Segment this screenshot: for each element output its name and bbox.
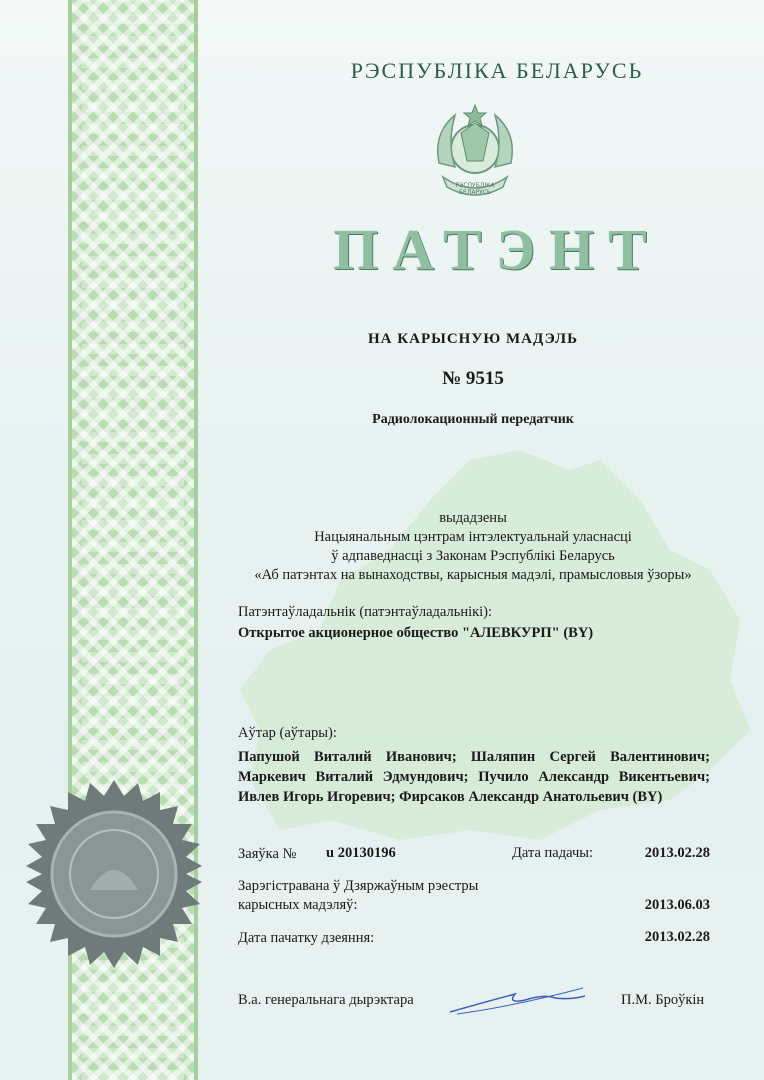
registration-label: Зарэгістравана ў Дзяржаўным рэестры [238, 878, 479, 894]
validity-label: Дата пачатку дзеяння: [238, 930, 375, 946]
authors-label: Аўтар (аўтары): [238, 725, 337, 741]
author-line: Ивлев Игорь Игоревич; Фирсаков Александр Анатольевич (BY) [238, 789, 663, 805]
issued-line: выдадзены [439, 510, 507, 526]
authors-list [238, 747, 710, 807]
application-number: u 20130196 [326, 845, 396, 861]
signature-graphic [445, 980, 590, 1020]
invention-name: Радиолокационный передатчик [372, 412, 574, 427]
holographic-seal [20, 780, 208, 968]
registration-date: 2013.06.03 [644, 897, 710, 913]
author-line: Папушой Виталий Иванович; Шаляпин Сергей Валентинович; [238, 749, 710, 765]
document-title: ПАТЭНТ [333, 217, 661, 282]
patent-type: НА КАРЫСНУЮ МАДЭЛЬ [367, 331, 578, 347]
country-name: РЭСПУБЛІКА БЕЛАРУСЬ [350, 58, 644, 83]
author-line: Маркевич Виталий Эдмундович; Пучило Александр Викентьевич; [238, 769, 710, 785]
validity-row [238, 929, 710, 947]
issued-line: ў адпаведнасці з Законам Рэспублікі Беларусь [331, 548, 615, 564]
filing-date-label: Дата падачы: [512, 845, 594, 861]
registration-row [238, 877, 710, 915]
signatory-name: П.М. Броўкін [621, 992, 705, 1008]
application-label: Заяўка № [238, 846, 297, 862]
validity-date: 2013.02.28 [644, 929, 710, 945]
patent-number: № 9515 [442, 368, 504, 389]
application-row [238, 845, 710, 863]
issued-by-block [230, 509, 716, 585]
owner-label: Патэнтаўладальнік (патэнтаўладальнікі): [238, 604, 493, 620]
owner-value: Открытое акционерное общество "АЛЕВКУРП" (BY) [238, 625, 594, 641]
svg-text:РЭСПУБЛІКА: РЭСПУБЛІКА [455, 182, 495, 189]
state-emblem-icon [425, 103, 525, 203]
issued-line: «Аб патэнтах на вынаходствы, карысныя мадэлі, прамысловыя ўзоры» [254, 567, 692, 583]
registration-label: карысных мадэляў: [238, 897, 358, 913]
filing-date: 2013.02.28 [644, 845, 710, 861]
svg-text:БЕЛАРУСЬ: БЕЛАРУСЬ [458, 189, 492, 196]
issued-line: Нацыянальным цэнтрам інтэлектуальнай уласнасці [314, 529, 632, 545]
signatory-position: В.а. генеральнага дырэктара [238, 992, 414, 1008]
